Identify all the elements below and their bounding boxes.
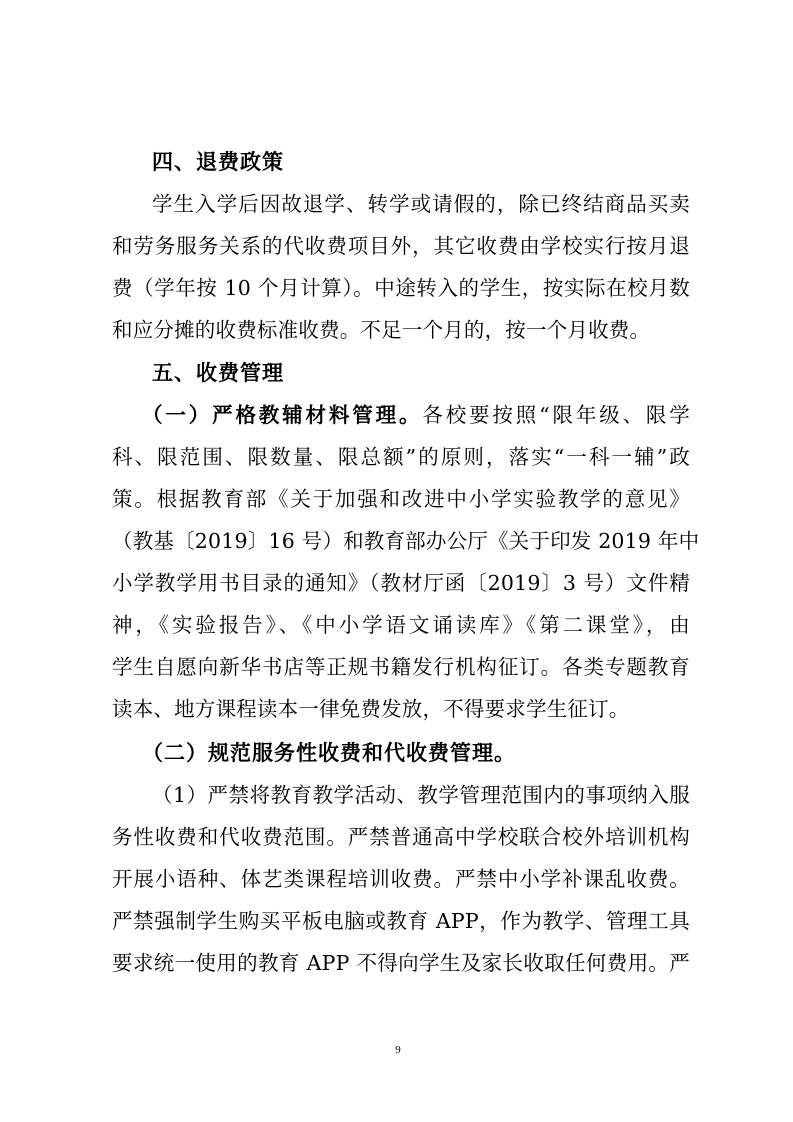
subsection-2-title: （二）规范服务性收费和代收费管理。 xyxy=(142,741,516,765)
subsection-2-line-4: 严禁强制学生购买平板电脑或教育 APP，作为教学、管理工具 xyxy=(112,909,690,933)
section-5-heading: 五、收费管理 xyxy=(152,361,284,385)
subsection-1-first-line-rest: 各校要按照“限年级、限学 xyxy=(422,403,690,427)
subsection-2-line-5: 要求统一使用的教育 APP 不得向学生及家长收取任何费用。严 xyxy=(112,951,690,975)
subsection-1-line-4: （教基〔2019〕16 号）和教育部办公厅《关于印发 2019 年中 xyxy=(112,529,700,553)
section-4-line-4: 和应分摊的收费标准收费。不足一个月的，按一个月收费。 xyxy=(112,318,651,342)
subsection-1-first-line xyxy=(142,399,690,431)
subsection-2-line-3: 开展小语种、体艺类课程培训收费。严禁中小学补课乱收费。 xyxy=(112,867,690,891)
subsection-1-title: （一）严格教辅材料管理。 xyxy=(142,403,423,427)
section-4-line-1: 学生入学后因故退学、转学或请假的，除已终结商品买卖 xyxy=(152,192,690,216)
subsection-1-line-3: 策。根据教育部《关于加强和改进中小学实验教学的意见》 xyxy=(112,487,690,511)
subsection-1-line-5: 小学教学用书目录的通知》（教材厅函〔2019〕3 号）文件精 xyxy=(112,571,690,595)
section-4-line-3: 费（学年按 10 个月计算）。中途转入的学生，按实际在校月数 xyxy=(112,276,690,300)
subsection-1-line-6: 神，《实验报告》、《中小学语文诵读库》《第二课堂》，由 xyxy=(112,613,690,637)
subsection-1-line-2: 科、限范围、限数量、限总额”的原则，落实“一科一辅”政 xyxy=(112,445,690,469)
subsection-2-line-2: 务性收费和代收费范围。严禁普通高中学校联合校外培训机构 xyxy=(112,825,690,849)
subsection-1-line-8: 读本、地方课程读本一律免费发放，不得要求学生征订。 xyxy=(112,697,630,721)
subsection-2-line-1: （1）严禁将教育教学活动、教学管理范围内的事项纳入服 xyxy=(152,783,690,807)
section-4-line-2: 和劳务服务关系的代收费项目外，其它收费由学校实行按月退 xyxy=(112,234,690,258)
subsection-1-line-7: 学生自愿向新华书店等正规书籍发行机构征订。各类专题教育 xyxy=(112,655,690,679)
section-4-heading: 四、退费政策 xyxy=(152,150,284,174)
page-number: 9 xyxy=(395,1044,401,1056)
